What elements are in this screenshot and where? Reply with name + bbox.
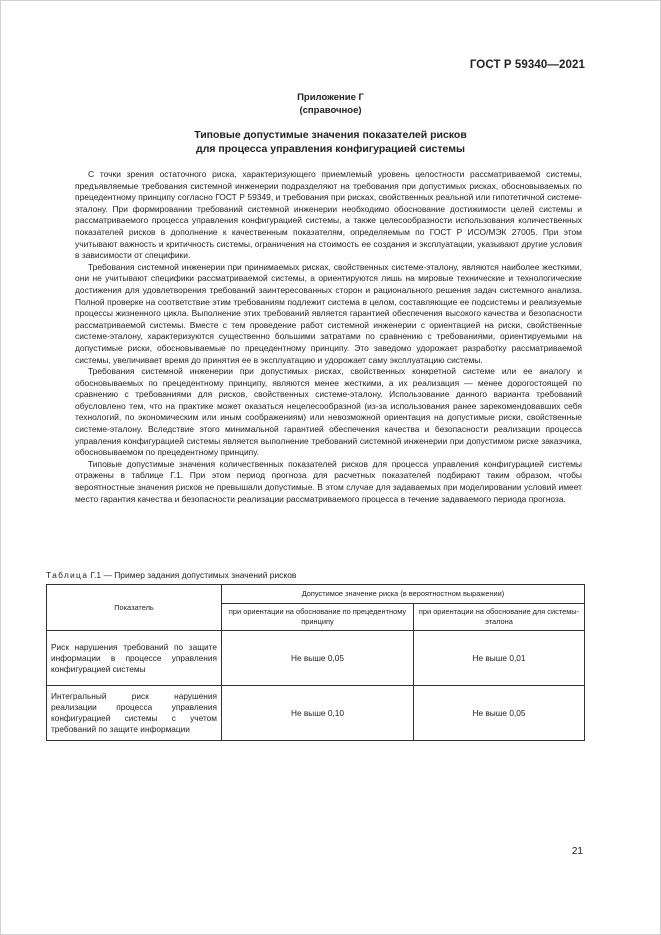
header-group: Допустимое значение риска (в вероятностном выражении) [222,585,585,604]
appendix-status: (справочное) [299,105,362,116]
page-number: 21 [571,846,583,857]
header-indicator: Показатель [47,585,222,631]
row-value-precedent: Не выше 0,05 [222,631,414,686]
body-text [75,169,582,505]
appendix-title: Приложение Г [297,92,364,103]
paragraph: Требования системной инженерии при допустимых рисках, свойственных конкретной системе или ее аналогу и обосновываемых по прецедентному принципу, являются менее жесткими, а их реализация — менее дорогостоящей по сравнению с требованиями для рисков, свойственных системе-эталону. Использование данного варианта требований обусловлено тем, что на практике может оказаться нецелесообразной (из-за использования ранее зарекомендовавших себя технологий, по экономическим или иным соображениям) или невозможной ориентация на допустимые риски, свойственные системе-эталону. Вследствие этого минимальной гарантией обеспечения качества и безопасности реализации процесса управления конфигурацией системы является выполнение требований системной инженерии при допустимом риске заказчика, обосновываемом по прецедентному принципу. [75,366,582,458]
paragraph: Типовые допустимые значения количественных показателей рисков для процесса управления конфигурацией системы отражены в таблице Г.1. При этом период прогноза для расчетных показателей подбирают таким образом, чтобы вероятностные значения рисков не превышали допустимые. В этом случае для задаваемых при моделировании условий имеет место гарантия качества и безопасности реализации рассматриваемого процесса в течение задаваемого периода прогноза. [75,458,582,504]
row-value-reference: Не выше 0,01 [413,631,584,686]
standard-number: ГОСТ Р 59340—2021 [469,59,585,71]
appendix-heading [0,128,661,156]
row-value-reference: Не выше 0,05 [413,686,584,741]
table-row [47,686,585,741]
header-col-precedent: при ориентации на обоснование по прецедентному принципу [222,604,414,631]
row-value-precedent: Не выше 0,10 [222,686,414,741]
header-col-reference: при ориентации на обоснование для системы-эталона [413,604,584,631]
table-caption-prefix: Таблица [46,570,89,580]
table-caption-text: Г.1 — Пример задания допустимых значений рисков [88,570,297,580]
heading-line-2: для процесса управления конфигурацией системы [196,143,465,155]
table-row [47,631,585,686]
row-indicator: Риск нарушения требований по защите информации в процессе управления конфигурацией системы [47,631,222,686]
table-header-row [47,585,585,604]
row-indicator: Интегральный риск нарушения реализации процесса управления конфигурацией системы с учетом требований по защите информации [47,686,222,741]
heading-line-1: Типовые допустимые значения показателей рисков [194,129,467,141]
risk-values-table [46,584,585,741]
paragraph: Требования системной инженерии при принимаемых рисках, свойственных системе-эталону, являются наиболее жесткими, они не учитывают специфики рассматриваемой системы, а ориентируются лишь на мировые технические и технологические достижения для удовлетворения требований заинтересованных сторон и рационального решения задач системного анализа. Полной проверке на соответствие этим требованиям подлежит система в целом, составляющие ее подсистемы и реализуемые процессы жизненного цикла. Выполнение этих требований является гарантией обеспечения высокого качества и безопасности рассматриваемой системы. Вместе с тем проведение работ системной инженерии с ориентацией на риски, свойственные системе-эталону, характеризуются существенно большими затратами по сравнению с требованиями, ориентируемыми на допустимые риски, обосновываемые по прецедентному принципу. Это заведомо удорожает разработку рассматриваемой системы, увеличивает время до принятия ее в эксплуатацию и удорожает саму эксплуатацию системы. [75,261,582,365]
table-caption [46,570,296,580]
paragraph: С точки зрения остаточного риска, характеризующего приемлемый уровень целостности рассматриваемой системы, предъявляемые требования системной инженерии подразделяют на требования при допустимых рисках, обосновываемых по прецедентному принципу согласно ГОСТ Р 59349, и требования при рисках, свойственных реальной или гипотетичной системе-эталону. При формировании требований системной инженерии необходимо обоснование достижимости целей системы и рассматриваемого процесса управления конфигурацией системы, а также целесообразности использования количественных показателей рисков в дополнение к качественным показателям, определяемым по ГОСТ Р ИСО/МЭК 27005. При этом учитывают важность и критичность системы, ограничения на стоимость ее создания и эксплуатации, указывают другие условия в зависимости от специфики. [75,169,582,261]
